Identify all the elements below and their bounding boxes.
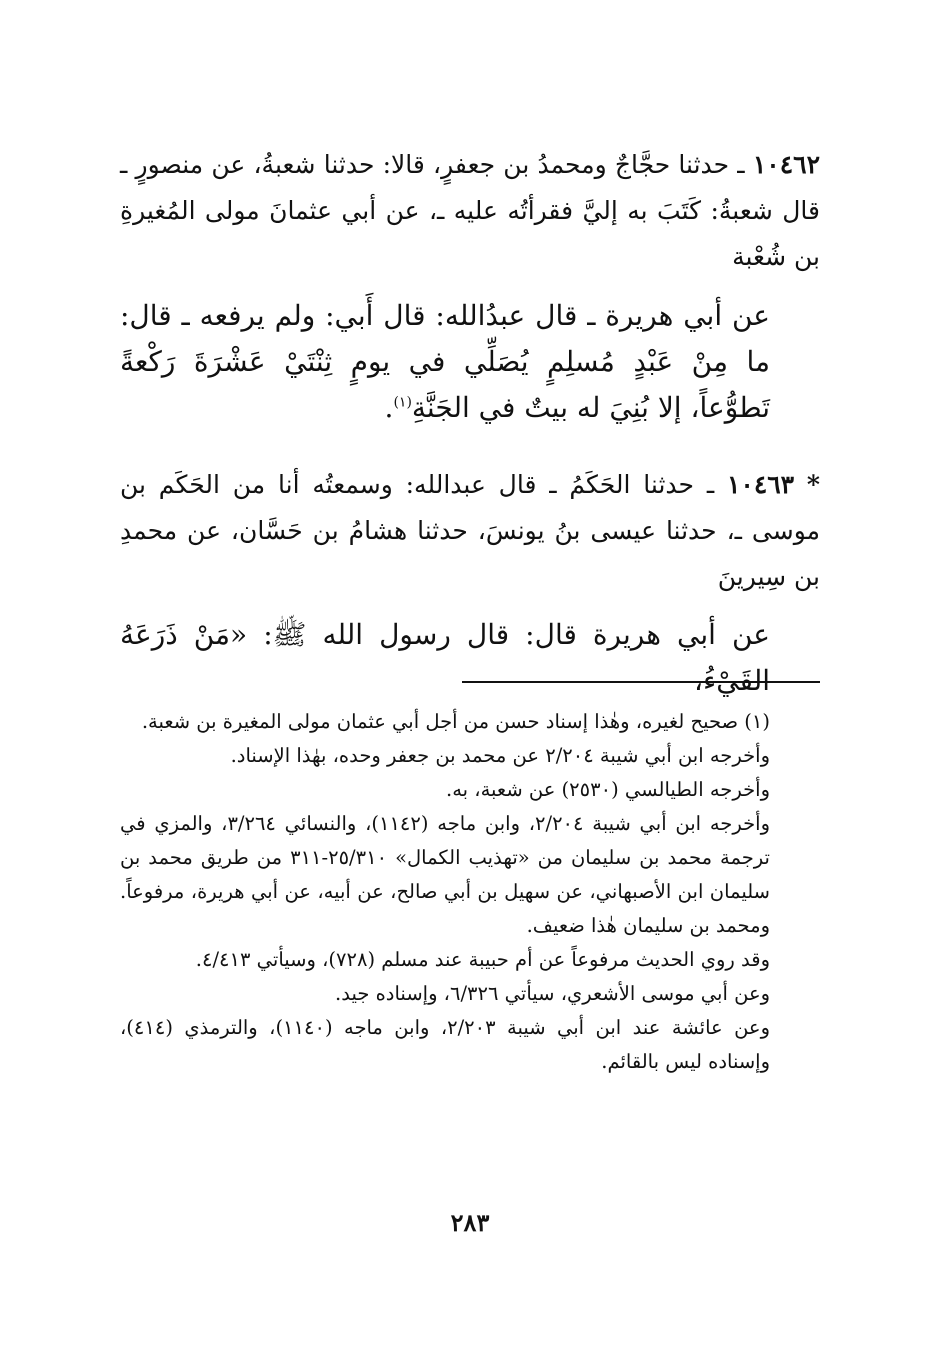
footnotes <box>120 705 820 1079</box>
hadith-10463-isnad-paragraph <box>120 462 820 600</box>
hadith-10463-isnad <box>120 462 820 600</box>
footnote-marker[interactable]: (١) <box>393 394 412 411</box>
footnote-line: وأخرجه ابن أبي شيبة ٢/٢٠٤، وابن ماجه (١١٤٢)، والنسائي ٣/٢٦٤، والمزي في ترجمة محمد بن سليمان من «تهذيب الكمال» ٢٥/٣١٠-٣١١ من طريق محمد بن سليمان ابن الأصبهاني، عن سهيل بن أبي صالح، عن أبيه، عن أبي هريرة، مرفوعاً. ومحمد بن سليمان هٰذا ضعيف. <box>120 812 770 937</box>
footnote-line: (١) صحيح لغيره، وهٰذا إسناد حسن من أجل أبي عثمان مولى المغيرة بن شعبة. <box>141 710 770 733</box>
matn-end: . <box>384 391 394 424</box>
hadith-number: ١٠٤٦٢ <box>752 150 820 179</box>
matn-text: عن أبي هريرة ـ قال عبدُالله: قال أَبي: ولم يرفعه ـ قال: ما مِنْ عَبْدٍ مُسلِمٍ يُصَلِّي في يومٍ ثِنْتَيْ عَشْرَةَ رَكْعةً تَطوُّعاً، إلا بُنِيَ له بيتٌ في الجَنَّةِ <box>120 299 770 424</box>
page-number: ٢٨٣ <box>450 1208 490 1237</box>
hadith-10462-isnad <box>120 142 820 280</box>
footnote-line: وعن عائشة عند ابن أبي شيبة ٢/٢٠٣، وابن ماجه (١١٤٠)، والترمذي (٤١٤)، وإسناده ليس بالقائم. <box>120 1016 770 1073</box>
footnote-line: وقد روي الحديث مرفوعاً عن أم حبيبة عند مسلم (٧٢٨)، وسيأتي ٤/٤١٣. <box>195 948 770 971</box>
matn-text: عن أبي هريرة قال: قال رسول الله ﷺ: «مَنْ ذَرَعَهُ القَيْءُ، <box>120 618 770 697</box>
matn-paragraph <box>120 612 820 704</box>
footnote-line: وعن أبي موسى الأشعري، سيأتي ٦/٣٢٦، وإسناده جيد. <box>335 982 770 1005</box>
hadith-10463-matn <box>120 612 820 704</box>
footnote-line: وأخرجه ابن أبي شيبة ٢/٢٠٤ عن محمد بن جعفر وحده، بهٰذا الإسناد. <box>230 744 770 767</box>
hadith-10462-isnad-paragraph <box>120 142 820 280</box>
hadith-10462-matn <box>120 293 820 431</box>
footnote-divider <box>462 681 820 683</box>
isnad-text: ـ حدثنا حجَّاجٌ ومحمدُ بن جعفرٍ، قالا: حدثنا شعبةُ، عن منصورٍ ـ قال شعبةُ: كَتَبَ به إليَّ فقرأتُه عليه ـ، عن أبي عثمانَ مولى المُغيرةِ بن شُعْبة <box>120 150 820 271</box>
hadith-number: ١٠٤٦٣ <box>726 470 795 499</box>
matn-paragraph <box>120 293 820 431</box>
footnote-line: وأخرجه الطيالسي (٢٥٣٠) عن شعبة، به. <box>446 778 770 801</box>
star-marker: * <box>806 470 820 499</box>
isnad-text: ـ حدثنا الحَكَمُ ـ قال عبدالله: وسمعتُه أنا من الحَكَم بن موسى ـ، حدثنا عيسى بنُ يونسَ، حدثنا هشامُ بن حَسَّان، عن محمدِ بن سِيرينَ <box>120 470 820 591</box>
